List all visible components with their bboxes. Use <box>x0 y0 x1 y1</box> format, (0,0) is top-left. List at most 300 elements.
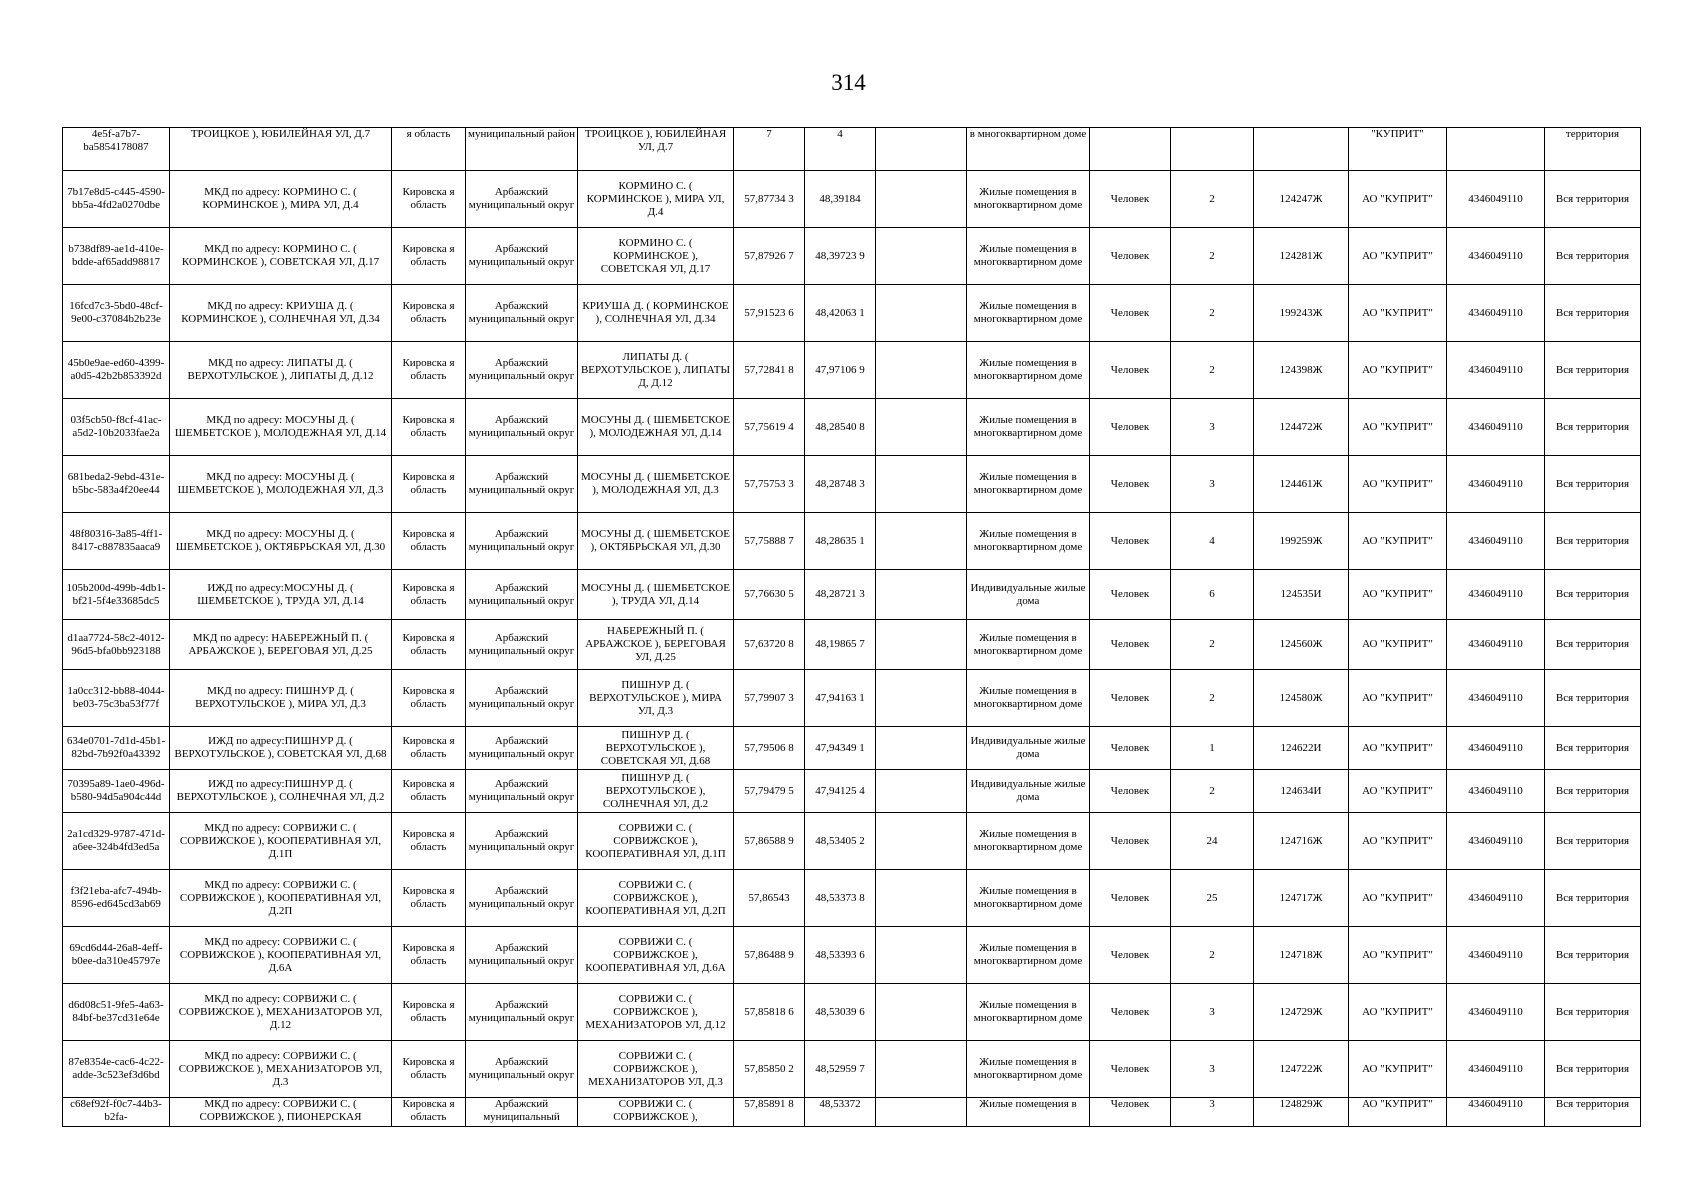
cell-category: Жилые помещения в многоквартирном доме <box>967 399 1090 456</box>
cell-code: 124718Ж <box>1254 927 1349 984</box>
cell-id: 70395a89-1ae0-496d-b580-94d5a904c44d <box>63 770 170 813</box>
cell-address: СОРВИЖИ С. ( СОРВИЖСКОЕ ), КООПЕРАТИВНАЯ УЛ, Д.1П <box>578 813 734 870</box>
cell-qty: 24 <box>1171 813 1254 870</box>
cell-territory: Вся территория <box>1545 228 1641 285</box>
cell-org: АО "КУПРИТ" <box>1349 984 1447 1041</box>
cell-blank1 <box>876 128 967 171</box>
cell-code: 124580Ж <box>1254 670 1349 727</box>
cell-name: МКД по адресу: СОРВИЖИ С. ( СОРВИЖСКОЕ ), КООПЕРАТИВНАЯ УЛ, Д.6А <box>170 927 392 984</box>
cell-code: 124247Ж <box>1254 171 1349 228</box>
cell-name: МКД по адресу: КОРМИНО С. ( КОРМИНСКОЕ ), СОВЕТСКАЯ УЛ, Д.17 <box>170 228 392 285</box>
cell-inn: 4346049110 <box>1447 984 1545 1041</box>
cell-org: АО "КУПРИТ" <box>1349 1098 1447 1127</box>
cell-name: МКД по адресу: ЛИПАТЫ Д. ( ВЕРХОТУЛЬСКОЕ ), ЛИПАТЫ Д, Д.12 <box>170 342 392 399</box>
cell-blank1 <box>876 620 967 670</box>
cell-lat: 57,85850 2 <box>734 1041 805 1098</box>
cell-region: Кировска я область <box>392 513 466 570</box>
cell-name: ТРОИЦКОЕ ), ЮБИЛЕЙНАЯ УЛ, Д.7 <box>170 128 392 171</box>
cell-district: Арбажский муниципальный округ <box>466 456 578 513</box>
cell-id: 69cd6d44-26a8-4eff-b0ee-da310e45797e <box>63 927 170 984</box>
cell-qty: 3 <box>1171 456 1254 513</box>
cell-address: КОРМИНО С. ( КОРМИНСКОЕ ), МИРА УЛ, Д.4 <box>578 171 734 228</box>
cell-lon: 48,39723 9 <box>805 228 876 285</box>
cell-address: СОРВИЖИ С. ( СОРВИЖСКОЕ ), МЕХАНИЗАТОРОВ УЛ, Д.12 <box>578 984 734 1041</box>
cell-district: Арбажский муниципальный округ <box>466 285 578 342</box>
cell-lat: 57,76630 5 <box>734 570 805 620</box>
cell-region: Кировска я область <box>392 984 466 1041</box>
cell-code: 199259Ж <box>1254 513 1349 570</box>
cell-district: Арбажский муниципальный округ <box>466 399 578 456</box>
cell-id: 634e0701-7d1d-45b1-82bd-7b92f0a43392 <box>63 727 170 770</box>
cell-id: 03f5cb50-f8cf-41ac-a5d2-10b2033fae2a <box>63 399 170 456</box>
cell-id: 105b200d-499b-4db1-bf21-5f4e33685dc5 <box>63 570 170 620</box>
table-row <box>63 813 1641 870</box>
cell-region: Кировска я область <box>392 342 466 399</box>
cell-unit: Человек <box>1090 342 1171 399</box>
cell-unit: Человек <box>1090 399 1171 456</box>
registry-table <box>62 127 1641 1127</box>
cell-inn: 4346049110 <box>1447 927 1545 984</box>
cell-lat: 57,85891 8 <box>734 1098 805 1127</box>
cell-lon: 48,53039 6 <box>805 984 876 1041</box>
cell-category: Индивидуальные жилые дома <box>967 570 1090 620</box>
cell-region: Кировска я область <box>392 670 466 727</box>
cell-name: МКД по адресу: СОРВИЖИ С. ( СОРВИЖСКОЕ ), МЕХАНИЗАТОРОВ УЛ, Д.3 <box>170 1041 392 1098</box>
cell-org: АО "КУПРИТ" <box>1349 813 1447 870</box>
cell-category: Жилые помещения в многоквартирном доме <box>967 285 1090 342</box>
cell-unit: Человек <box>1090 670 1171 727</box>
cell-blank1 <box>876 927 967 984</box>
cell-lon: 48,53372 <box>805 1098 876 1127</box>
cell-category: Жилые помещения в многоквартирном доме <box>967 1041 1090 1098</box>
cell-territory: Вся территория <box>1545 285 1641 342</box>
cell-org: АО "КУПРИТ" <box>1349 727 1447 770</box>
cell-district: Арбажский муниципальный округ <box>466 770 578 813</box>
cell-region: Кировска я область <box>392 620 466 670</box>
cell-inn: 4346049110 <box>1447 670 1545 727</box>
cell-inn: 4346049110 <box>1447 770 1545 813</box>
cell-address: ПИШНУР Д. ( ВЕРХОТУЛЬСКОЕ ), СОВЕТСКАЯ УЛ, Д.68 <box>578 727 734 770</box>
cell-territory: Вся территория <box>1545 570 1641 620</box>
cell-territory: Вся территория <box>1545 1041 1641 1098</box>
table-row <box>63 620 1641 670</box>
cell-region: Кировска я область <box>392 1098 466 1127</box>
cell-id: 48f80316-3a85-4ff1-8417-c887835aaca9 <box>63 513 170 570</box>
cell-unit: Человек <box>1090 813 1171 870</box>
cell-blank1 <box>876 513 967 570</box>
cell-lon: 48,28540 8 <box>805 399 876 456</box>
cell-lon: 47,97106 9 <box>805 342 876 399</box>
cell-org: АО "КУПРИТ" <box>1349 399 1447 456</box>
cell-qty: 1 <box>1171 727 1254 770</box>
cell-address: НАБЕРЕЖНЫЙ П. ( АРБАЖСКОЕ ), БЕРЕГОВАЯ УЛ, Д.25 <box>578 620 734 670</box>
cell-code: 124722Ж <box>1254 1041 1349 1098</box>
cell-region: Кировска я область <box>392 870 466 927</box>
cell-district: Арбажский муниципальный округ <box>466 984 578 1041</box>
cell-address: МОСУНЫ Д. ( ШЕМБЕТСКОЕ ), ТРУДА УЛ, Д.14 <box>578 570 734 620</box>
cell-blank1 <box>876 813 967 870</box>
cell-name: МКД по адресу: СОРВИЖИ С. ( СОРВИЖСКОЕ ), МЕХАНИЗАТОРОВ УЛ, Д.12 <box>170 984 392 1041</box>
cell-blank1 <box>876 1098 967 1127</box>
cell-id: d1aa7724-58c2-4012-96d5-bfa0bb923188 <box>63 620 170 670</box>
cell-category: Жилые помещения в многоквартирном доме <box>967 456 1090 513</box>
cell-code: 124461Ж <box>1254 456 1349 513</box>
cell-territory: Вся территория <box>1545 513 1641 570</box>
cell-qty: 2 <box>1171 927 1254 984</box>
cell-district: Арбажский муниципальный округ <box>466 513 578 570</box>
cell-inn: 4346049110 <box>1447 399 1545 456</box>
cell-qty: 2 <box>1171 670 1254 727</box>
cell-id: 4e5f-a7b7-ba5854178087 <box>63 128 170 171</box>
cell-category: Жилые помещения в многоквартирном доме <box>967 870 1090 927</box>
cell-lon: 48,28748 3 <box>805 456 876 513</box>
cell-lon: 48,39184 <box>805 171 876 228</box>
cell-lon: 48,52959 7 <box>805 1041 876 1098</box>
cell-district: Арбажский муниципальный округ <box>466 620 578 670</box>
cell-qty: 3 <box>1171 399 1254 456</box>
cell-blank1 <box>876 770 967 813</box>
cell-lon: 47,94163 1 <box>805 670 876 727</box>
cell-inn: 4346049110 <box>1447 1098 1545 1127</box>
cell-blank1 <box>876 570 967 620</box>
table-row <box>63 513 1641 570</box>
table-row <box>63 456 1641 513</box>
cell-district: Арбажский муниципальный округ <box>466 228 578 285</box>
cell-id: 16fcd7c3-5bd0-48cf-9e00-c37084b2b23e <box>63 285 170 342</box>
cell-code: 124398Ж <box>1254 342 1349 399</box>
cell-lon: 48,53373 8 <box>805 870 876 927</box>
cell-code: 124729Ж <box>1254 984 1349 1041</box>
cell-category: Жилые помещения в многоквартирном доме <box>967 513 1090 570</box>
cell-lon: 48,28721 3 <box>805 570 876 620</box>
cell-lon: 48,28635 1 <box>805 513 876 570</box>
cell-code: 199243Ж <box>1254 285 1349 342</box>
cell-blank1 <box>876 342 967 399</box>
cell-inn: 4346049110 <box>1447 570 1545 620</box>
cell-address: КОРМИНО С. ( КОРМИНСКОЕ ), СОВЕТСКАЯ УЛ, Д.17 <box>578 228 734 285</box>
table-row <box>63 171 1641 228</box>
cell-category: Жилые помещения в многоквартирном доме <box>967 620 1090 670</box>
cell-region: Кировска я область <box>392 399 466 456</box>
cell-lat: 57,63720 8 <box>734 620 805 670</box>
cell-unit: Человек <box>1090 513 1171 570</box>
cell-blank1 <box>876 228 967 285</box>
cell-inn: 4346049110 <box>1447 456 1545 513</box>
cell-address: СОРВИЖИ С. ( СОРВИЖСКОЕ ), КООПЕРАТИВНАЯ УЛ, Д.6А <box>578 927 734 984</box>
cell-code: 124472Ж <box>1254 399 1349 456</box>
cell-region: Кировска я область <box>392 1041 466 1098</box>
cell-name: МКД по адресу: НАБЕРЕЖНЫЙ П. ( АРБАЖСКОЕ ), БЕРЕГОВАЯ УЛ, Д.25 <box>170 620 392 670</box>
cell-territory: Вся территория <box>1545 770 1641 813</box>
cell-inn: 4346049110 <box>1447 727 1545 770</box>
cell-lat: 7 <box>734 128 805 171</box>
cell-org: АО "КУПРИТ" <box>1349 285 1447 342</box>
cell-territory: Вся территория <box>1545 1098 1641 1127</box>
cell-territory: Вся территория <box>1545 456 1641 513</box>
cell-inn: 4346049110 <box>1447 171 1545 228</box>
cell-address: МОСУНЫ Д. ( ШЕМБЕТСКОЕ ), МОЛОДЕЖНАЯ УЛ, Д.3 <box>578 456 734 513</box>
cell-lat: 57,75619 4 <box>734 399 805 456</box>
cell-org: АО "КУПРИТ" <box>1349 228 1447 285</box>
cell-name: ИЖД по адресу:ПИШНУР Д. ( ВЕРХОТУЛЬСКОЕ ), СОЛНЕЧНАЯ УЛ, Д.2 <box>170 770 392 813</box>
cell-category: Жилые помещения в многоквартирном доме <box>967 171 1090 228</box>
cell-code: 124717Ж <box>1254 870 1349 927</box>
table-row <box>63 399 1641 456</box>
cell-inn: 4346049110 <box>1447 620 1545 670</box>
cell-org: АО "КУПРИТ" <box>1349 770 1447 813</box>
cell-lat: 57,86543 <box>734 870 805 927</box>
cell-address: СОРВИЖИ С. ( СОРВИЖСКОЕ ), МЕХАНИЗАТОРОВ УЛ, Д.3 <box>578 1041 734 1098</box>
cell-code: 124281Ж <box>1254 228 1349 285</box>
cell-blank1 <box>876 399 967 456</box>
cell-code: 124634И <box>1254 770 1349 813</box>
cell-blank1 <box>876 171 967 228</box>
cell-qty: 2 <box>1171 620 1254 670</box>
cell-qty: 3 <box>1171 1098 1254 1127</box>
cell-unit: Человек <box>1090 770 1171 813</box>
cell-region: Кировска я область <box>392 171 466 228</box>
cell-territory: территория <box>1545 128 1641 171</box>
cell-inn <box>1447 128 1545 171</box>
cell-address: СОРВИЖИ С. ( СОРВИЖСКОЕ ), КООПЕРАТИВНАЯ УЛ, Д.2П <box>578 870 734 927</box>
table-row <box>63 128 1641 171</box>
cell-code: 124560Ж <box>1254 620 1349 670</box>
cell-id: 87e8354e-cac6-4c22-adde-3c523ef3d6bd <box>63 1041 170 1098</box>
cell-category: Жилые помещения в многоквартирном доме <box>967 927 1090 984</box>
cell-lat: 57,91523 6 <box>734 285 805 342</box>
cell-category: Индивидуальные жилые дома <box>967 770 1090 813</box>
cell-address: СОРВИЖИ С. ( СОРВИЖСКОЕ ), <box>578 1098 734 1127</box>
table-row <box>63 670 1641 727</box>
cell-qty: 2 <box>1171 342 1254 399</box>
cell-lat: 57,79907 3 <box>734 670 805 727</box>
cell-unit: Человек <box>1090 456 1171 513</box>
cell-name: МКД по адресу: КОРМИНО С. ( КОРМИНСКОЕ ), МИРА УЛ, Д.4 <box>170 171 392 228</box>
cell-unit: Человек <box>1090 620 1171 670</box>
cell-district: Арбажский муниципальный <box>466 1098 578 1127</box>
cell-org: АО "КУПРИТ" <box>1349 171 1447 228</box>
cell-address: ЛИПАТЫ Д. ( ВЕРХОТУЛЬСКОЕ ), ЛИПАТЫ Д, Д.12 <box>578 342 734 399</box>
cell-district: Арбажский муниципальный округ <box>466 342 578 399</box>
cell-org: АО "КУПРИТ" <box>1349 870 1447 927</box>
cell-territory: Вся территория <box>1545 813 1641 870</box>
cell-blank1 <box>876 670 967 727</box>
cell-lon: 48,42063 1 <box>805 285 876 342</box>
cell-territory: Вся территория <box>1545 870 1641 927</box>
cell-code <box>1254 128 1349 171</box>
cell-unit: Человек <box>1090 1041 1171 1098</box>
cell-district: муниципальный район <box>466 128 578 171</box>
table-row <box>63 1041 1641 1098</box>
table-row <box>63 228 1641 285</box>
cell-code: 124716Ж <box>1254 813 1349 870</box>
cell-org: АО "КУПРИТ" <box>1349 670 1447 727</box>
cell-qty: 3 <box>1171 1041 1254 1098</box>
cell-inn: 4346049110 <box>1447 228 1545 285</box>
cell-inn: 4346049110 <box>1447 870 1545 927</box>
cell-category: Жилые помещения в многоквартирном доме <box>967 342 1090 399</box>
cell-org: АО "КУПРИТ" <box>1349 927 1447 984</box>
table-row <box>63 285 1641 342</box>
cell-org: АО "КУПРИТ" <box>1349 513 1447 570</box>
cell-region: я область <box>392 128 466 171</box>
cell-territory: Вся территория <box>1545 670 1641 727</box>
cell-blank1 <box>876 870 967 927</box>
cell-district: Арбажский муниципальный округ <box>466 1041 578 1098</box>
cell-address: МОСУНЫ Д. ( ШЕМБЕТСКОЕ ), ОКТЯБРЬСКАЯ УЛ, Д.30 <box>578 513 734 570</box>
cell-blank1 <box>876 727 967 770</box>
cell-region: Кировска я область <box>392 927 466 984</box>
table-row <box>63 927 1641 984</box>
cell-name: ИЖД по адресу:ПИШНУР Д. ( ВЕРХОТУЛЬСКОЕ ), СОВЕТСКАЯ УЛ, Д.68 <box>170 727 392 770</box>
cell-address: МОСУНЫ Д. ( ШЕМБЕТСКОЕ ), МОЛОДЕЖНАЯ УЛ, Д.14 <box>578 399 734 456</box>
cell-region: Кировска я область <box>392 570 466 620</box>
table-row <box>63 770 1641 813</box>
cell-blank1 <box>876 456 967 513</box>
table-row <box>63 870 1641 927</box>
cell-unit: Человек <box>1090 570 1171 620</box>
cell-lat: 57,85818 6 <box>734 984 805 1041</box>
cell-id: d6d08c51-9fe5-4a63-84bf-be37cd31e64e <box>63 984 170 1041</box>
cell-name: МКД по адресу: СОРВИЖИ С. ( СОРВИЖСКОЕ ), КООПЕРАТИВНАЯ УЛ, Д.2П <box>170 870 392 927</box>
cell-address: ПИШНУР Д. ( ВЕРХОТУЛЬСКОЕ ), МИРА УЛ, Д.3 <box>578 670 734 727</box>
cell-region: Кировска я область <box>392 727 466 770</box>
cell-district: Арбажский муниципальный округ <box>466 727 578 770</box>
cell-address: КРИУША Д. ( КОРМИНСКОЕ ), СОЛНЕЧНАЯ УЛ, Д.34 <box>578 285 734 342</box>
cell-lat: 57,79479 5 <box>734 770 805 813</box>
cell-name: МКД по адресу: СОРВИЖИ С. ( СОРВИЖСКОЕ ), ПИОНЕРСКАЯ <box>170 1098 392 1127</box>
cell-blank1 <box>876 1041 967 1098</box>
table-row <box>63 570 1641 620</box>
cell-lat: 57,72841 8 <box>734 342 805 399</box>
cell-inn: 4346049110 <box>1447 813 1545 870</box>
cell-territory: Вся территория <box>1545 984 1641 1041</box>
cell-id: 7b17e8d5-c445-4590-bb5a-4fd2a0270dbe <box>63 171 170 228</box>
cell-inn: 4346049110 <box>1447 342 1545 399</box>
cell-unit: Человек <box>1090 171 1171 228</box>
cell-category: Жилые помещения в многоквартирном доме <box>967 984 1090 1041</box>
cell-unit <box>1090 128 1171 171</box>
cell-region: Кировска я область <box>392 813 466 870</box>
cell-unit: Человек <box>1090 727 1171 770</box>
cell-lat: 57,87926 7 <box>734 228 805 285</box>
cell-region: Кировска я область <box>392 456 466 513</box>
cell-lon: 48,19865 7 <box>805 620 876 670</box>
cell-unit: Человек <box>1090 984 1171 1041</box>
cell-lon: 48,53405 2 <box>805 813 876 870</box>
cell-lat: 57,75888 7 <box>734 513 805 570</box>
table-row <box>63 727 1641 770</box>
cell-name: МКД по адресу: ПИШНУР Д. ( ВЕРХОТУЛЬСКОЕ ), МИРА УЛ, Д.3 <box>170 670 392 727</box>
cell-district: Арбажский муниципальный округ <box>466 670 578 727</box>
cell-address: ПИШНУР Д. ( ВЕРХОТУЛЬСКОЕ ), СОЛНЕЧНАЯ УЛ, Д.2 <box>578 770 734 813</box>
cell-category: в многоквартирном доме <box>967 128 1090 171</box>
cell-blank1 <box>876 984 967 1041</box>
cell-category: Жилые помещения в многоквартирном доме <box>967 813 1090 870</box>
cell-territory: Вся территория <box>1545 342 1641 399</box>
cell-id: 45b0e9ae-ed60-4399-a0d5-42b2b853392d <box>63 342 170 399</box>
cell-district: Арбажский муниципальный округ <box>466 171 578 228</box>
cell-qty: 2 <box>1171 228 1254 285</box>
cell-region: Кировска я область <box>392 228 466 285</box>
cell-id: b738df89-ae1d-410e-bdde-af65add98817 <box>63 228 170 285</box>
cell-territory: Вся территория <box>1545 620 1641 670</box>
cell-qty: 6 <box>1171 570 1254 620</box>
cell-org: "КУПРИТ" <box>1349 128 1447 171</box>
cell-id: c68ef92f-f0c7-44b3-b2fa- <box>63 1098 170 1127</box>
cell-district: Арбажский муниципальный округ <box>466 870 578 927</box>
page-number: 314 <box>831 70 866 95</box>
cell-unit: Человек <box>1090 870 1171 927</box>
cell-category: Жилые помещения в многоквартирном доме <box>967 228 1090 285</box>
cell-id: f3f21eba-afc7-494b-8596-ed645cd3ab69 <box>63 870 170 927</box>
cell-inn: 4346049110 <box>1447 1041 1545 1098</box>
table-row <box>63 984 1641 1041</box>
cell-qty: 25 <box>1171 870 1254 927</box>
cell-category: Жилые помещения в <box>967 1098 1090 1127</box>
cell-org: АО "КУПРИТ" <box>1349 620 1447 670</box>
cell-lon: 47,94125 4 <box>805 770 876 813</box>
cell-unit: Человек <box>1090 285 1171 342</box>
cell-unit: Человек <box>1090 927 1171 984</box>
cell-id: 1a0cc312-bb88-4044-be03-75c3ba53f77f <box>63 670 170 727</box>
cell-lon: 4 <box>805 128 876 171</box>
cell-name: МКД по адресу: МОСУНЫ Д. ( ШЕМБЕТСКОЕ ), МОЛОДЕЖНАЯ УЛ, Д.14 <box>170 399 392 456</box>
cell-region: Кировска я область <box>392 285 466 342</box>
cell-district: Арбажский муниципальный округ <box>466 927 578 984</box>
cell-code: 124622И <box>1254 727 1349 770</box>
cell-category: Жилые помещения в многоквартирном доме <box>967 670 1090 727</box>
cell-org: АО "КУПРИТ" <box>1349 456 1447 513</box>
cell-id: 2a1cd329-9787-471d-a6ee-324b4fd3ed5a <box>63 813 170 870</box>
cell-name: МКД по адресу: КРИУША Д. ( КОРМИНСКОЕ ), СОЛНЕЧНАЯ УЛ, Д.34 <box>170 285 392 342</box>
cell-lat: 57,86488 9 <box>734 927 805 984</box>
cell-territory: Вся территория <box>1545 399 1641 456</box>
cell-region: Кировска я область <box>392 770 466 813</box>
cell-address: ТРОИЦКОЕ ), ЮБИЛЕЙНАЯ УЛ, Д.7 <box>578 128 734 171</box>
cell-lat: 57,75753 3 <box>734 456 805 513</box>
cell-territory: Вся территория <box>1545 171 1641 228</box>
cell-org: АО "КУПРИТ" <box>1349 342 1447 399</box>
cell-qty: 2 <box>1171 285 1254 342</box>
cell-qty: 3 <box>1171 984 1254 1041</box>
cell-org: АО "КУПРИТ" <box>1349 570 1447 620</box>
cell-lon: 48,53393 6 <box>805 927 876 984</box>
cell-unit: Человек <box>1090 228 1171 285</box>
cell-lon: 47,94349 1 <box>805 727 876 770</box>
cell-inn: 4346049110 <box>1447 285 1545 342</box>
cell-qty <box>1171 128 1254 171</box>
cell-qty: 4 <box>1171 513 1254 570</box>
table-row <box>63 1098 1641 1127</box>
cell-org: АО "КУПРИТ" <box>1349 1041 1447 1098</box>
cell-category: Индивидуальные жилые дома <box>967 727 1090 770</box>
table-row <box>63 342 1641 399</box>
cell-name: МКД по адресу: МОСУНЫ Д. ( ШЕМБЕТСКОЕ ), МОЛОДЕЖНАЯ УЛ, Д.3 <box>170 456 392 513</box>
cell-lat: 57,79506 8 <box>734 727 805 770</box>
cell-district: Арбажский муниципальный округ <box>466 570 578 620</box>
cell-lat: 57,87734 3 <box>734 171 805 228</box>
cell-name: МКД по адресу: МОСУНЫ Д. ( ШЕМБЕТСКОЕ ), ОКТЯБРЬСКАЯ УЛ, Д.30 <box>170 513 392 570</box>
cell-territory: Вся территория <box>1545 727 1641 770</box>
cell-qty: 2 <box>1171 770 1254 813</box>
cell-name: МКД по адресу: СОРВИЖИ С. ( СОРВИЖСКОЕ ), КООПЕРАТИВНАЯ УЛ, Д.1П <box>170 813 392 870</box>
cell-territory: Вся территория <box>1545 927 1641 984</box>
cell-name: ИЖД по адресу:МОСУНЫ Д. ( ШЕМБЕТСКОЕ ), ТРУДА УЛ, Д.14 <box>170 570 392 620</box>
cell-unit: Человек <box>1090 1098 1171 1127</box>
cell-blank1 <box>876 285 967 342</box>
cell-lat: 57,86588 9 <box>734 813 805 870</box>
